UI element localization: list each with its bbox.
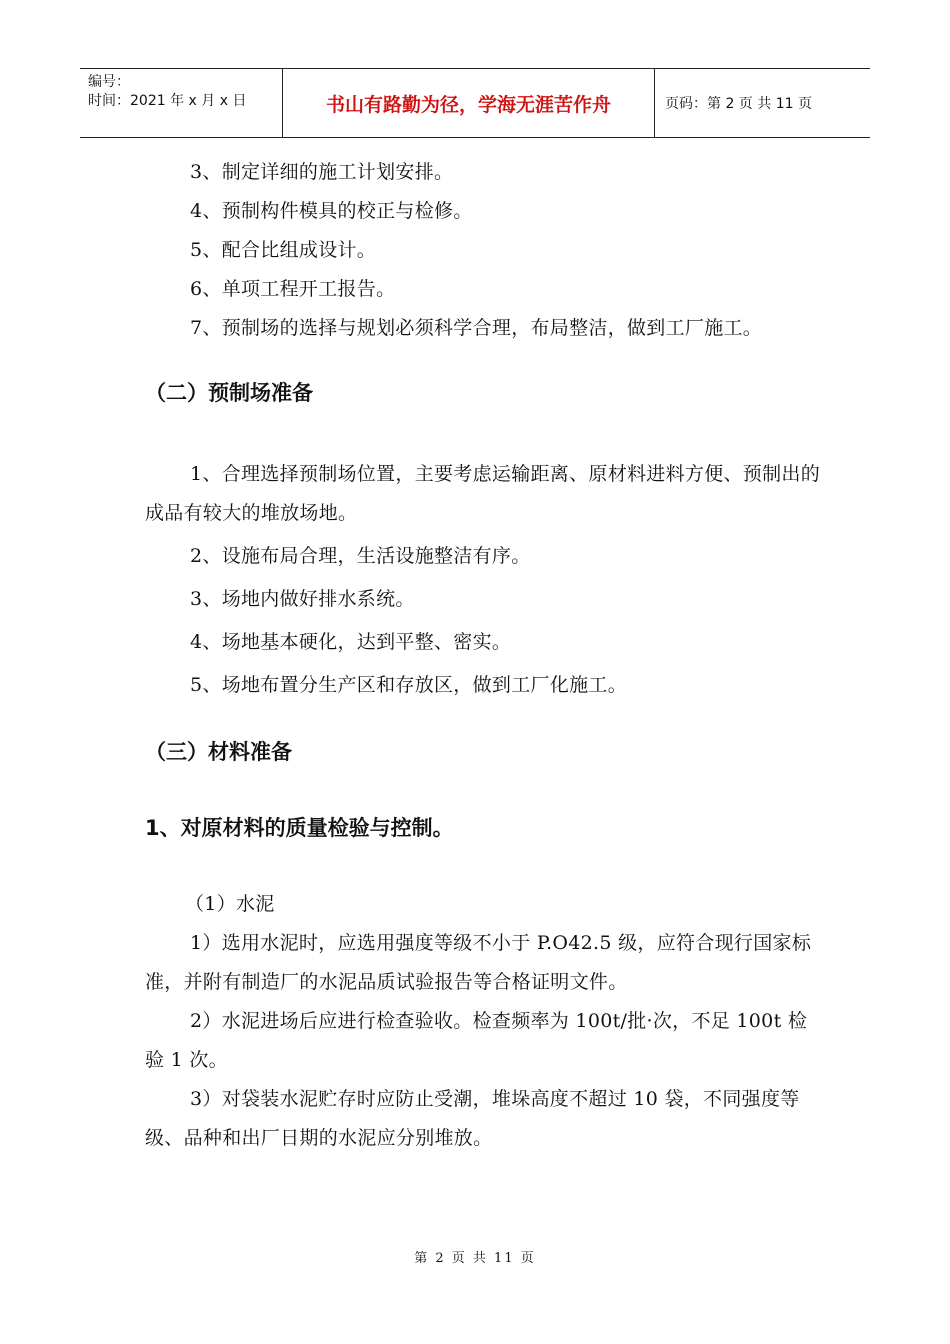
document-header bbox=[80, 68, 870, 138]
paragraph: 2）水泥进场后应进行检查验收。检查频率为 100t/批·次，不足 100t 检验 1 次。 bbox=[145, 1010, 808, 1071]
paragraph: 5、场地布置分生产区和存放区，做到工厂化施工。 bbox=[190, 674, 627, 696]
section-heading: （二）预制场准备 bbox=[145, 381, 313, 405]
number-label: 编号： bbox=[88, 74, 130, 90]
paragraph: 2、设施布局合理，生活设施整洁有序。 bbox=[190, 545, 531, 567]
paragraph: 7、预制场的选择与规划必须科学合理，布局整洁，做到工厂施工。 bbox=[190, 317, 763, 339]
paragraph: 1）选用水泥时，应选用强度等级不小于 P.O42.5 级，应符合现行国家标准，并附有制造厂的水泥品质试验报告等合格证明文件。 bbox=[145, 932, 812, 993]
section-heading: （三）材料准备 bbox=[145, 740, 292, 764]
paragraph: 4、场地基本硬化，达到平整、密实。 bbox=[190, 631, 512, 653]
paragraph: 5、配合比组成设计。 bbox=[190, 239, 377, 261]
subsection-heading: 1、对原材料的质量检验与控制。 bbox=[145, 816, 454, 840]
paragraph: 4、预制构件模具的校正与检修。 bbox=[190, 200, 473, 222]
time-label: 时间：2021 年 x 月 x 日 bbox=[88, 93, 247, 109]
document-body bbox=[145, 153, 825, 1158]
header-motto: 书山有路勤为径，学海无涯苦作舟 bbox=[283, 69, 655, 137]
paragraph: 3、制定详细的施工计划安排。 bbox=[190, 161, 454, 183]
paragraph: 6、单项工程开工报告。 bbox=[190, 278, 396, 300]
paragraph: 1、合理选择预制场位置，主要考虑运输距离、原材料进料方便、预制出的成品有较大的堆放场地。 bbox=[145, 463, 820, 524]
header-page-info: 页码：第 2 页 共 11 页 bbox=[665, 96, 812, 112]
paragraph: 3、场地内做好排水系统。 bbox=[190, 588, 415, 610]
paragraph: 3）对袋装水泥贮存时应防止受潮，堆垛高度不超过 10 袋，不同强度等级、品种和出厂日期的水泥应分别堆放。 bbox=[145, 1088, 800, 1149]
item-heading: （1）水泥 bbox=[185, 893, 275, 915]
header-meta bbox=[80, 69, 283, 137]
page-footer: 第 2 页 共 11 页 bbox=[414, 1251, 536, 1266]
